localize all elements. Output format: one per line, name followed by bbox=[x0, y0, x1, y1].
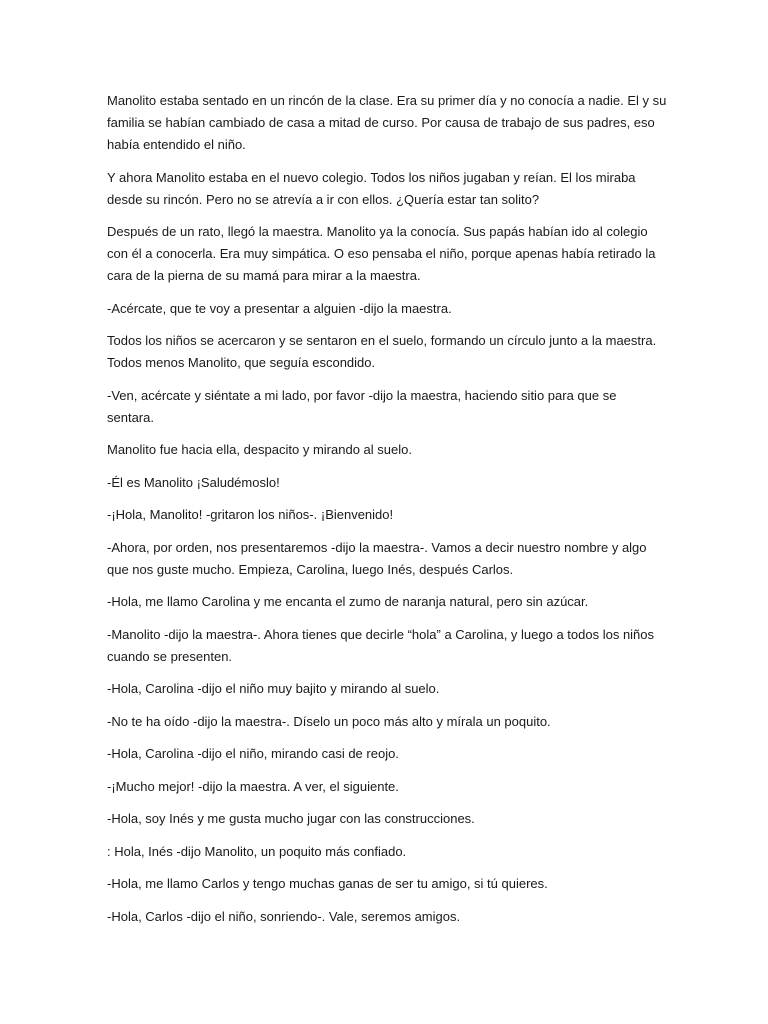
paragraph: Y ahora Manolito estaba en el nuevo colegio. Todos los niños jugaban y reían. El los miraba desde su rincón. Pero no se atrevía a ir con ellos. ¿Quería estar tan solito? bbox=[107, 169, 636, 207]
paragraph: : Hola, Inés -dijo Manolito, un poquito más confiado. bbox=[107, 843, 407, 859]
paragraph: -Acércate, que te voy a presentar a alguien -dijo la maestra. bbox=[107, 300, 452, 316]
paragraph: -Él es Manolito ¡Saludémoslo! bbox=[107, 474, 280, 490]
paragraph: -Hola, soy Inés y me gusta mucho jugar con las construcciones. bbox=[107, 811, 475, 826]
paragraph: -Manolito -dijo la maestra-. Ahora tienes que decirle “hola” a Carolina, y luego a todos los niños cuando se presenten. bbox=[107, 626, 655, 664]
paragraph: -¡Hola, Manolito! -gritaron los niños-. ¡Bienvenido! bbox=[107, 507, 394, 522]
paragraph: Después de un rato, llegó la maestra. Manolito ya la conocía. Sus papás habían ido al colegio con él a conocerla. Era muy simpática. O eso pensaba el niño, porque apenas había retirado la cara de la pierna de su mamá para mirar a la maestra. bbox=[107, 224, 656, 283]
paragraph: -Hola, Carolina -dijo el niño, mirando casi de reojo. bbox=[107, 746, 399, 761]
paragraph: -Hola, Carlos -dijo el niño, sonriendo-. Vale, seremos amigos. bbox=[107, 908, 461, 924]
paragraph: -Hola, me llamo Carlos y tengo muchas ganas de ser tu amigo, si tú quieres. bbox=[107, 876, 548, 891]
paragraph: -Hola, me llamo Carolina y me encanta el zumo de naranja natural, pero sin azúcar. bbox=[107, 594, 589, 609]
paragraph: -Ahora, por orden, nos presentaremos -dijo la maestra-. Vamos a decir nuestro nombre y algo que nos guste mucho. Empieza, Carolina, luego Inés, después Carlos. bbox=[107, 539, 647, 577]
paragraph: -Hola, Carolina -dijo el niño muy bajito y mirando al suelo. bbox=[107, 681, 440, 696]
paragraph: -No te ha oído -dijo la maestra-. Díselo un poco más alto y mírala un poquito. bbox=[107, 713, 551, 729]
paragraph: -Ven, acércate y siéntate a mi lado, por favor -dijo la maestra, haciendo sitio para que se sentara. bbox=[107, 387, 617, 425]
paragraph: Manolito fue hacia ella, despacito y mirando al suelo. bbox=[107, 442, 412, 457]
paragraph: Manolito estaba sentado en un rincón de la clase. Era su primer día y no conocía a nadie. El y su familia se habían cambiado de casa a mitad de curso. Por causa de trabajo de sus padres, eso había entendido el niño. bbox=[107, 93, 667, 152]
document-body bbox=[107, 90, 667, 938]
paragraph: Todos los niños se acercaron y se sentaron en el suelo, formando un círculo junto a la maestra. Todos menos Manolito, que seguía escondido. bbox=[107, 333, 657, 370]
paragraph: -¡Mucho mejor! -dijo la maestra. A ver, el siguiente. bbox=[107, 778, 399, 794]
